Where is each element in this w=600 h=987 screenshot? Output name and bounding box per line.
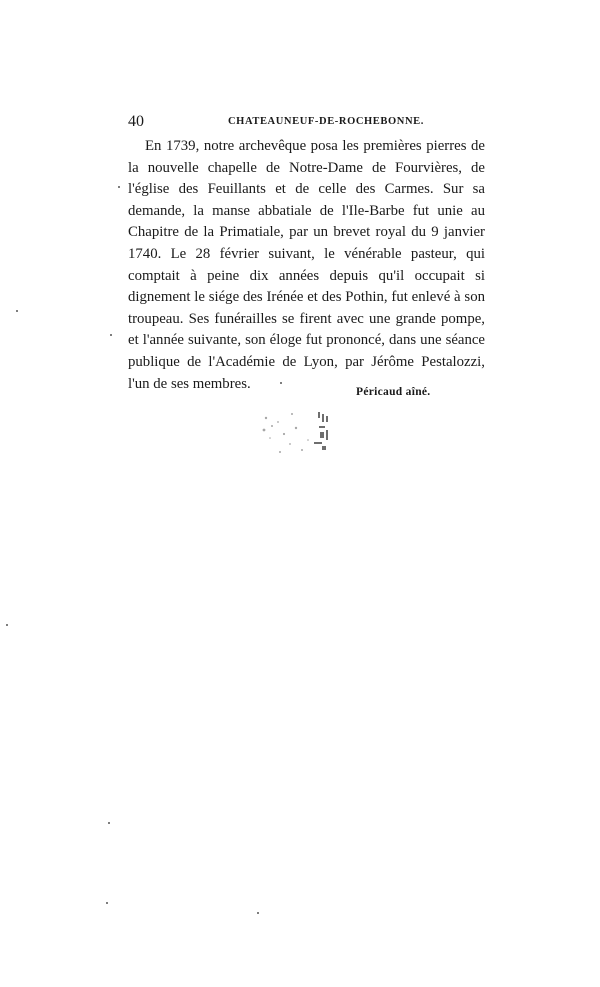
print-speck: [16, 310, 18, 312]
library-stamp-icon: [256, 404, 346, 464]
faded-stamp-graphic: [256, 404, 346, 464]
print-speck: [6, 624, 8, 626]
running-title: CHATEAUNEUF-DE-ROCHEBONNE.: [228, 116, 424, 127]
page-number: 40: [128, 113, 144, 130]
print-speck: [280, 382, 282, 384]
print-speck: [110, 334, 112, 336]
print-speck: [118, 186, 120, 188]
print-speck: [106, 902, 108, 904]
print-speck: [108, 822, 110, 824]
page-header: [128, 113, 488, 133]
author-signature: Péricaud aîné.: [356, 386, 431, 398]
print-speck: [257, 912, 259, 914]
body-paragraph: En 1739, notre archevêque posa les premières pierres de la nouvelle chapelle de Notre-Dame de Fourvières, de l'église des Feuillants et de celle des Carmes. Sur sa demande, la manse abbatiale de l'Ile-Barbe fut unie au Chapitre de la Primatiale, par un brevet royal du 9 janvier 1740. Le 28 février suivant, le vénérable pasteur, qui comptait à peine dix années depuis qu'il occupait si dignement le siége des Irénée et des Pothin, fut enlevé à son troupeau. Ses funérailles se firent avec une grande pompe, et l'année suivante, son éloge fut prononcé, dans une séance publique de l'Académie de Lyon, par Jérôme Pestalozzi, l'un de ses membres.: [128, 138, 485, 392]
